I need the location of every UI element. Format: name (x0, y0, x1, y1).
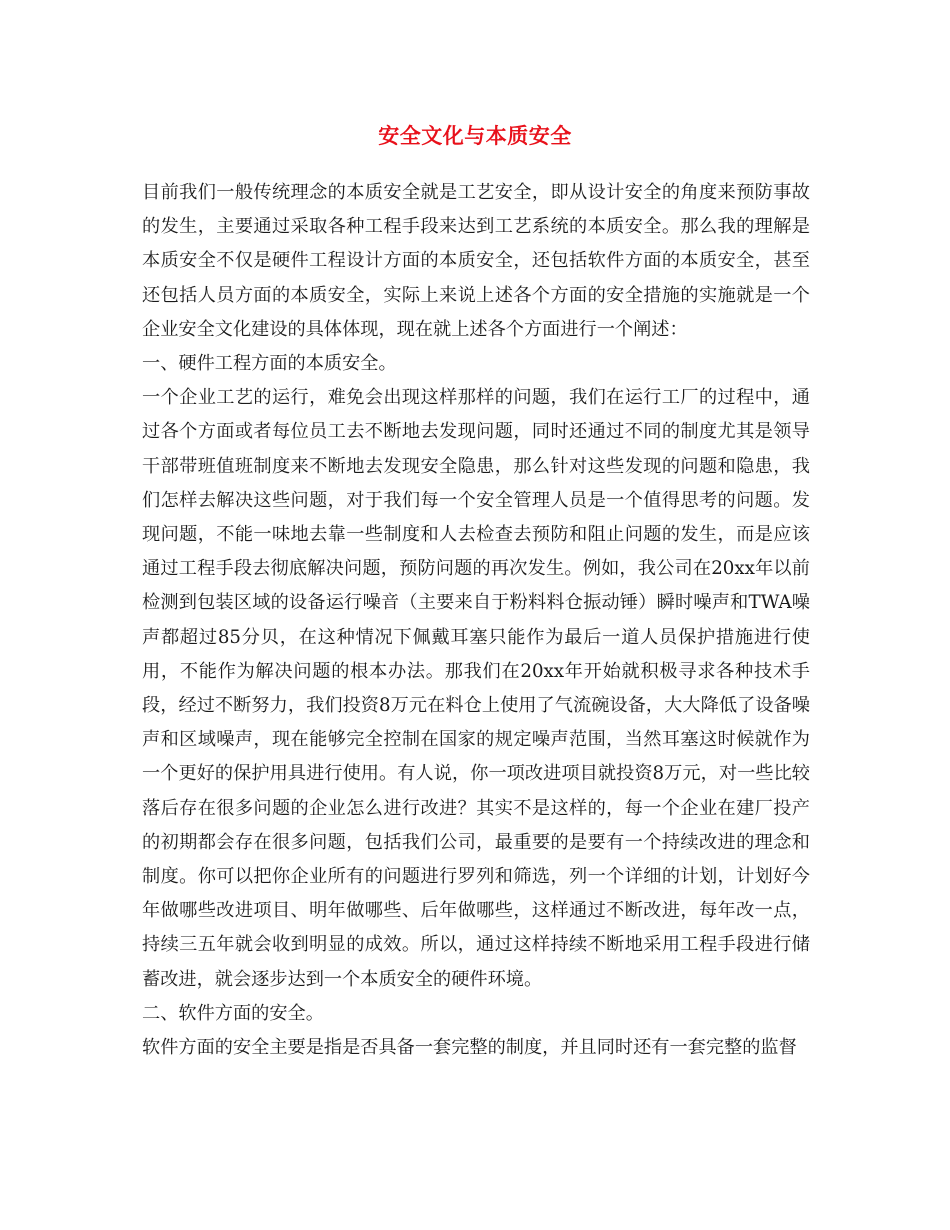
software-paragraph: 软件方面的安全主要是指是否具备一套完整的制度，并且同时还有一套完整的监督 (142, 1037, 797, 1059)
section-heading-hardware: 一、硬件工程方面的本质安全。 (142, 353, 397, 375)
document-body (142, 176, 810, 1065)
section-heading-software: 二、软件方面的安全。 (142, 1002, 324, 1024)
intro-paragraph: 目前我们一般传统理念的本质安全就是工艺安全，即从设计安全的角度来预防事故的发生，主要通过采取各种工程手段来达到工艺系统的本质安全。那么我的理解是本质安全不仅是硬件工程设计方面的本质安全，还包括软件方面的本质安全，甚至还包括人员方面的本质安全，实际上来说上述各个方面的安全措施的实施就是一个企业安全文化建设的具体体现，现在就上述各个方面进行一个阐述： (142, 182, 810, 340)
hardware-paragraph: 一个企业工艺的运行，难免会出现这样那样的问题，我们在运行工厂的过程中，通过各个方面或者每位员工去不断地去发现问题，同时还通过不同的制度尤其是领导干部带班值班制度来不断地去发现安全隐患，那么针对这些发现的问题和隐患，我们怎样去解决这些问题，对于我们每一个安全管理人员是一个值得思考的问题。发现问题，不能一味地去靠一些制度和人去检查去预防和阻止问题的发生，而是应该通过工程手段去彻底解决问题，预防问题的再次发生。例如，我公司在20xx年以前检测到包装区域的设备运行噪音（主要来自于粉料料仓振动锤）瞬时噪声和TWA噪声都超过85分贝，在这种情况下佩戴耳塞只能作为最后一道人员保护措施进行使用，不能作为解决问题的根本办法。那我们在20xx年开始就积极寻求各种技术手段，经过不断努力，我们投资8万元在料仓上使用了气流碗设备，大大降低了设备噪声和区域噪声，现在能够完全控制在国家的规定噪声范围，当然耳塞这时候就作为一个更好的保护用具进行使用。有人说，你一项改进项目就投资8万元，对一些比较落后存在很多问题的企业怎么进行改进？其实不是这样的，每一个企业在建厂投产的初期都会存在很多问题，包括我们公司，最重要的是要有一个持续改进的理念和制度。你可以把你企业所有的问题进行罗列和筛选，列一个详细的计划，计划好今年做哪些改进项目、明年做哪些、后年做哪些，这样通过不断改进，每年改一点，持续三五年就会收到明显的成效。所以，通过这样持续不断地采用工程手段进行储蓄改进，就会逐步达到一个本质安全的硬件环境。 (142, 387, 810, 990)
document-title: 安全文化与本质安全 (378, 123, 572, 148)
